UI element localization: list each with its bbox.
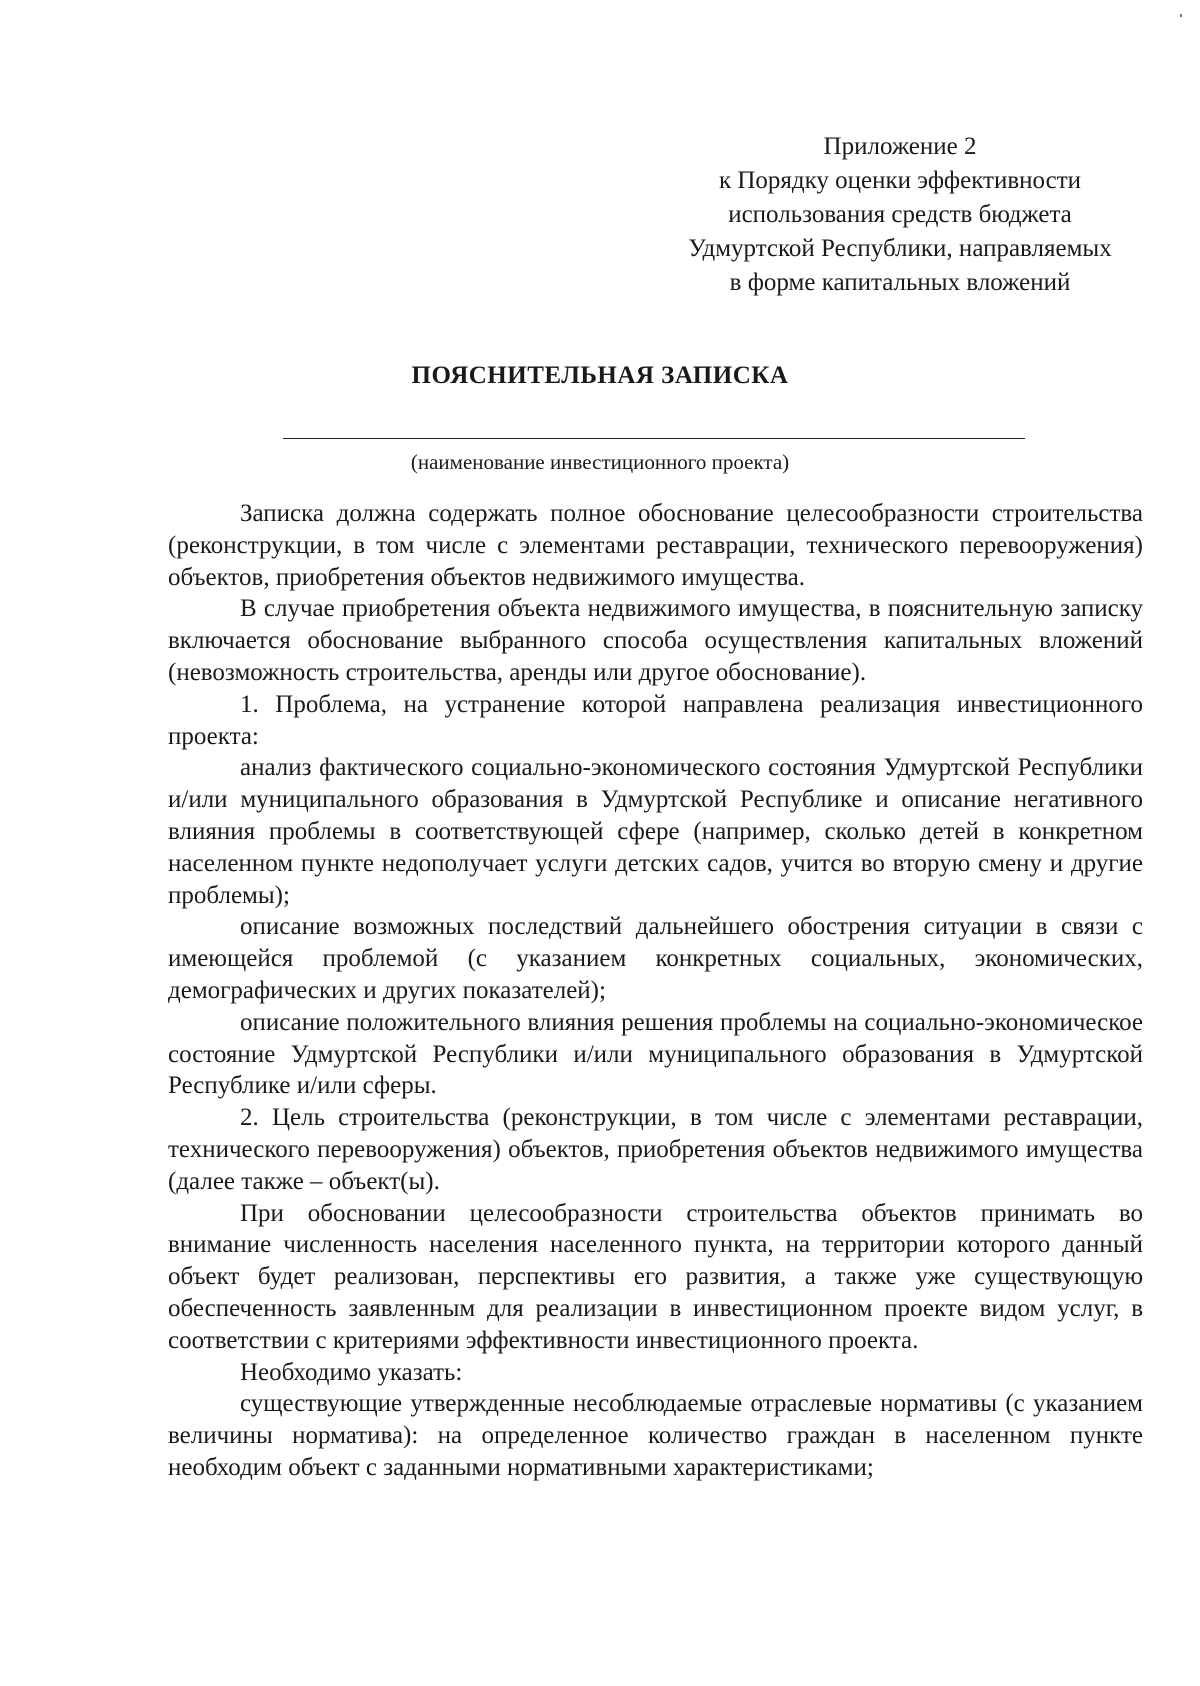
project-name-line xyxy=(283,438,1025,439)
paragraph: 2. Цель строительства (реконструкции, в том числе с элементами реставрации, технического перевооружения) объектов, приобретения объектов недвижимого имущества (далее также – объект(ы). xyxy=(168,1104,1143,1195)
appendix-line: Приложение 2 xyxy=(823,133,977,160)
paragraph: 1. Проблема, на устранение которой направлена реализация инвестиционного проекта: xyxy=(168,690,1143,750)
scan-speck xyxy=(1180,14,1182,17)
appendix-block xyxy=(640,130,1160,300)
project-name-caption: (наименование инвестиционного проекта) xyxy=(410,450,790,474)
document-title: ПОЯСНИТЕЛЬНАЯ ЗАПИСКА xyxy=(411,362,789,389)
paragraph: описание возможных последствий дальнейшего обострения ситуации в связи с имеющейся проблемой (с указанием конкретных социальных, экономических, демографических и других показателей); xyxy=(168,913,1143,1004)
paragraph: Необходимо указать: xyxy=(240,1358,463,1386)
paragraph: описание положительного влияния решения проблемы на социально-экономическое состояние Удмуртской Республики и/или муниципального образования в Удмуртской Республике и/или сферы. xyxy=(168,1008,1143,1100)
paragraph: При обосновании целесообразности строительства объектов принимать во внимание численность населения населенного пункта, на территории которого данный объект будет реализован, перспективы его развития, а также уже существующую обеспеченность заявленным для реализации в инвестиционном проекте видом услуг, в соответствии с критериями эффективности инвестиционного проекта. xyxy=(168,1199,1143,1354)
paragraph: существующие утвержденные несоблюдаемые отраслевые нормативы (с указанием величины норматива): на определенное количество граждан в населенном пункте необходим объект с заданными нормативными характеристиками; xyxy=(168,1390,1143,1481)
appendix-line: Удмуртской Республики, направляемых xyxy=(688,235,1112,262)
appendix-line: использования средств бюджета xyxy=(728,201,1072,228)
paragraph: Записка должна содержать полное обоснование целесообразности строительства (реконструкции, в том числе с элементами реставрации, технического перевооружения) объектов, приобретения объектов недвижимого имущества. xyxy=(168,500,1143,591)
appendix-line: к Порядку оценки эффективности xyxy=(718,167,1082,194)
document-body xyxy=(168,498,1143,1484)
paragraph: анализ фактического социально-экономического состояния Удмуртской Республики и/или муниципального образования в Удмуртской Республике и описание негативного влияния проблемы в соответствующей сфере (например, сколько детей в конкретном населенном пункте недополучает услуги детских садов, учится во вторую смену и другие проблемы); xyxy=(168,754,1143,909)
paragraph: В случае приобретения объекта недвижимого имущества, в пояснительную записку включается обоснование выбранного способа осуществления капитальных вложений (невозможность строительства, аренды или другое обоснование). xyxy=(168,595,1143,686)
appendix-line: в форме капитальных вложений xyxy=(729,269,1071,296)
